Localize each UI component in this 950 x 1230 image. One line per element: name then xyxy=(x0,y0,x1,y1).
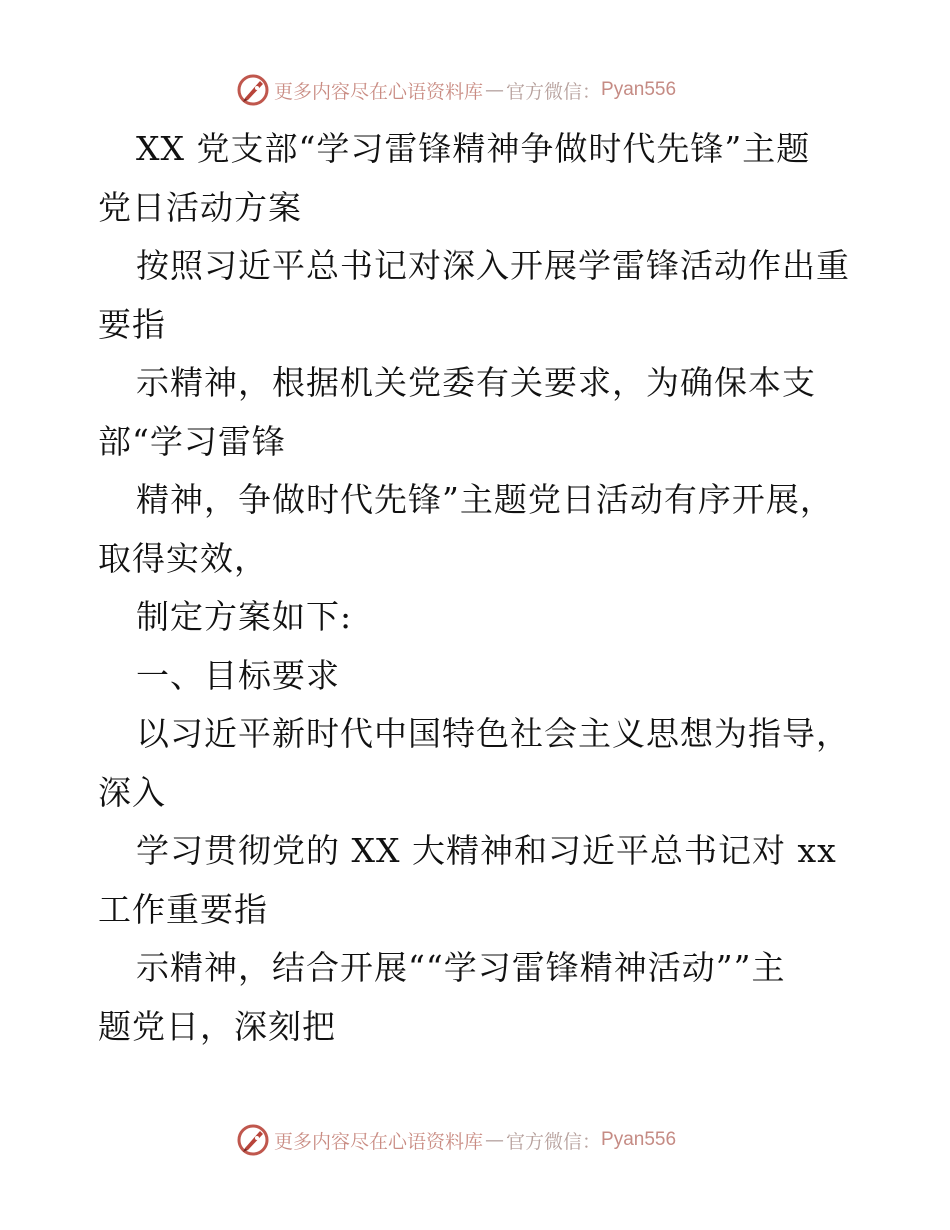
doc-line: 制定方案如下: xyxy=(136,597,353,636)
watermark-wechat-id: Pyan556 xyxy=(601,1129,677,1150)
watermark-wechat-id: Pyan556 xyxy=(601,79,677,100)
doc-line: 学习贯彻党的 XX 大精神和习近平总书记对 xx xyxy=(136,831,837,870)
header-watermark xyxy=(236,72,676,108)
watermark-wechat-label: 官方微信： xyxy=(506,80,602,103)
doc-line: 党日活动方案 xyxy=(98,187,302,227)
doc-line: 以习近平新时代中国特色社会主义思想为指导， xyxy=(136,714,850,753)
document-body xyxy=(98,120,858,1056)
doc-line: 示精神，根据机关党委有关要求，为确保本支 xyxy=(136,363,816,402)
doc-line: 精神，争做时代先锋”主题党日活动有序开展， xyxy=(136,480,834,519)
doc-line: 要指 xyxy=(98,304,166,344)
doc-line: 按照习近平总书记对深入开展学雷锋活动作出重 xyxy=(136,246,850,285)
watermark-tagline: 更多内容尽在心语资料库 xyxy=(274,80,484,103)
quill-pen-logo-icon xyxy=(236,73,270,107)
watermark-wechat-label: 官方微信： xyxy=(506,1130,602,1153)
quill-pen-logo-icon xyxy=(236,1123,270,1157)
doc-line: 题党日，深刻把 xyxy=(98,1006,336,1046)
doc-line: 工作重要指 xyxy=(98,889,268,929)
watermark-separator: — xyxy=(485,79,505,101)
doc-line: 示精神，结合开展““学习雷锋精神活动””主 xyxy=(136,948,786,987)
doc-line: 部“学习雷锋 xyxy=(98,421,286,461)
doc-line: 取得实效， xyxy=(98,538,268,578)
section-heading: 一、目标要求 xyxy=(136,655,340,695)
doc-line: 深入 xyxy=(98,772,166,812)
footer-watermark xyxy=(236,1122,676,1158)
doc-line: XX 党支部“学习雷锋精神争做时代先锋”主题 xyxy=(136,129,811,168)
watermark-tagline: 更多内容尽在心语资料库 xyxy=(274,1130,484,1153)
watermark-separator: — xyxy=(485,1129,505,1151)
